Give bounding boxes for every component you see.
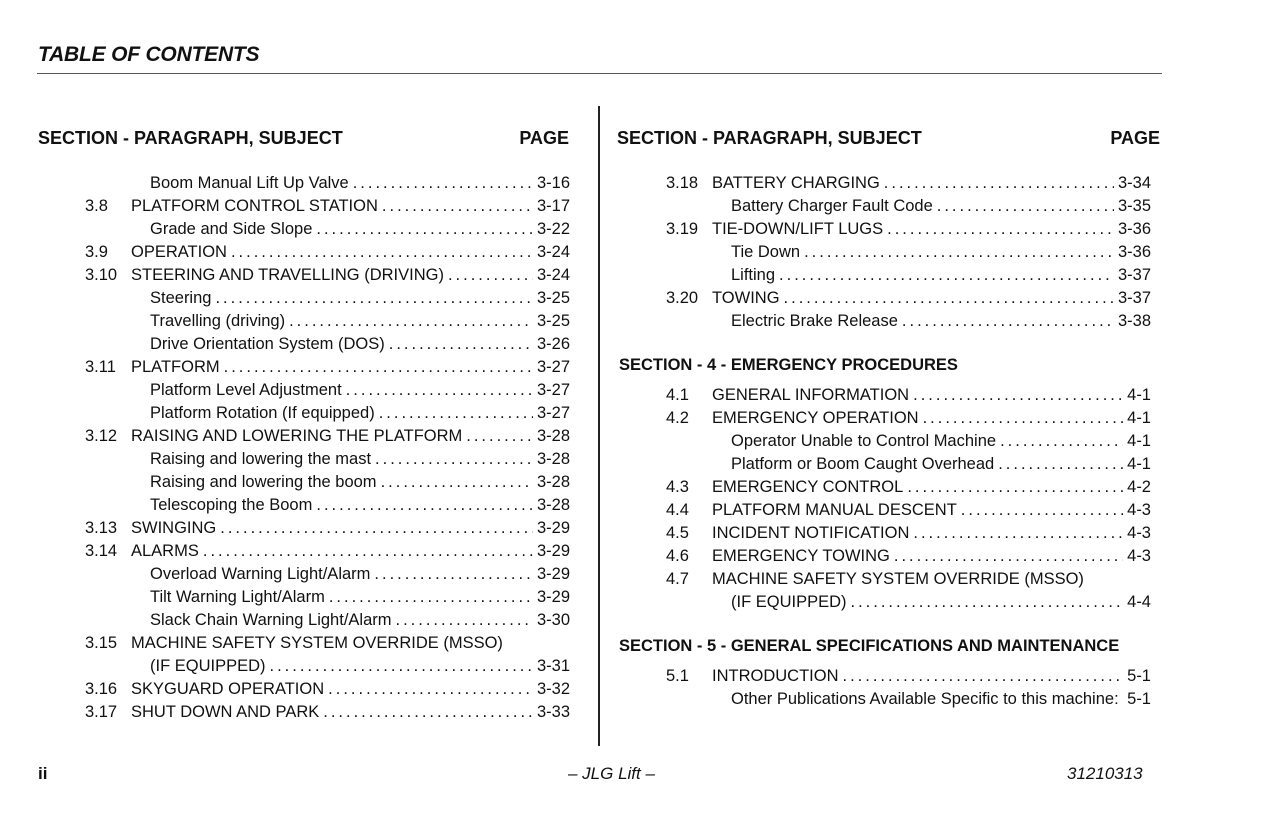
- toc-entry[interactable]: [85, 563, 570, 586]
- section-5-heading: SECTION - 5 - GENERAL SPECIFICATIONS AND MAINTENANCE: [619, 637, 1120, 655]
- left-toc-list: [85, 172, 570, 724]
- toc-entry-number: 4.4: [666, 501, 689, 519]
- dot-leader: [779, 264, 1114, 287]
- toc-entry-title: TIE-DOWN/LIFT LUGS: [712, 220, 884, 238]
- toc-entry[interactable]: [85, 448, 570, 471]
- toc-entry[interactable]: [85, 494, 570, 517]
- dot-leader: [203, 540, 533, 563]
- toc-entry-title: INCIDENT NOTIFICATION: [712, 524, 910, 542]
- toc-entry-title: PLATFORM: [131, 358, 220, 376]
- dot-leader: [466, 425, 533, 448]
- dot-leader: [270, 655, 533, 678]
- toc-entry[interactable]: [85, 540, 570, 563]
- toc-entry[interactable]: [85, 632, 570, 655]
- toc-entry-number: 3.8: [85, 197, 108, 215]
- toc-entry-page: 3-34: [1117, 174, 1151, 192]
- toc-entry-page: 3-37: [1117, 266, 1151, 284]
- toc-entry-title: SKYGUARD OPERATION: [131, 680, 325, 698]
- toc-entry-page: 3-37: [1117, 289, 1151, 307]
- toc-entry[interactable]: [85, 701, 570, 724]
- dot-leader: [998, 453, 1123, 476]
- toc-entry-number: 5.1: [666, 667, 689, 685]
- toc-entry-title: PLATFORM CONTROL STATION: [131, 197, 378, 215]
- dot-leader: [353, 172, 533, 195]
- toc-entry[interactable]: [666, 218, 1151, 241]
- toc-entry-page: 3-16: [536, 174, 570, 192]
- toc-entry-title: OPERATION: [131, 243, 227, 261]
- dot-leader: [323, 701, 533, 724]
- toc-entry[interactable]: [85, 586, 570, 609]
- dot-leader: [937, 195, 1114, 218]
- toc-entry-page: 3-17: [536, 197, 570, 215]
- toc-entry[interactable]: [666, 407, 1151, 430]
- toc-entry[interactable]: [666, 195, 1151, 218]
- section-4-toc-list: [666, 384, 1151, 614]
- toc-entry-page: 4-3: [1127, 547, 1151, 565]
- toc-entry[interactable]: [666, 310, 1151, 333]
- toc-entry[interactable]: [666, 499, 1151, 522]
- dot-leader: [220, 517, 533, 540]
- left-column-page-label: PAGE: [519, 128, 569, 148]
- toc-entry-title: Platform Level Adjustment: [150, 381, 342, 399]
- toc-entry[interactable]: [666, 591, 1151, 614]
- toc-entry[interactable]: [85, 195, 570, 218]
- dot-leader: [396, 609, 533, 632]
- toc-entry-title: Raising and lowering the mast: [150, 450, 372, 468]
- toc-entry[interactable]: [666, 241, 1151, 264]
- toc-entry-page: 4-2: [1127, 478, 1151, 496]
- dot-leader: [381, 471, 533, 494]
- dot-leader: [913, 384, 1123, 407]
- toc-entry[interactable]: [666, 264, 1151, 287]
- toc-entry-number: 3.11: [85, 358, 116, 376]
- toc-entry-number: 4.7: [666, 570, 689, 588]
- toc-entry[interactable]: [85, 402, 570, 425]
- toc-entry-title: ALARMS: [131, 542, 199, 560]
- toc-entry-title: SHUT DOWN AND PARK: [131, 703, 320, 721]
- toc-entry-title: Tilt Warning Light/Alarm: [150, 588, 325, 606]
- toc-entry-page: 3-25: [536, 289, 570, 307]
- title-rule: [37, 73, 1162, 74]
- toc-entry-page: 3-38: [1117, 312, 1151, 330]
- toc-entry-page: 4-1: [1127, 386, 1151, 404]
- toc-entry-title: Travelling (driving): [150, 312, 286, 330]
- toc-entry-page: 3-26: [536, 335, 570, 353]
- column-divider: [598, 106, 600, 746]
- toc-entry[interactable]: [666, 522, 1151, 545]
- toc-entry-number: 3.9: [85, 243, 108, 261]
- dot-leader: [346, 379, 533, 402]
- toc-entry[interactable]: [666, 568, 1151, 591]
- toc-entry-page: 3-32: [536, 680, 570, 698]
- toc-entry-number: 3.18: [666, 174, 699, 192]
- toc-entry-title: EMERGENCY CONTROL: [712, 478, 904, 496]
- toc-entry[interactable]: [85, 287, 570, 310]
- toc-entry-number: 3.12: [85, 427, 118, 445]
- toc-entry-title: Tie Down: [731, 243, 801, 261]
- dot-leader: [289, 310, 533, 333]
- toc-entry-page: 4-1: [1127, 409, 1151, 427]
- toc-entry-page: 3-29: [536, 565, 570, 583]
- dot-leader: [375, 448, 533, 471]
- toc-entry-page: 3-27: [536, 404, 570, 422]
- toc-entry-page: 3-31: [536, 657, 570, 675]
- dot-leader: [382, 195, 533, 218]
- toc-entry-number: 4.5: [666, 524, 689, 542]
- toc-entry-page: 3-28: [536, 473, 570, 491]
- toc-entry-number: 3.10: [85, 266, 118, 284]
- right-column-header: [617, 128, 1160, 149]
- left-column-header: [38, 128, 569, 149]
- dot-leader: [231, 241, 533, 264]
- section-5-toc-list: [666, 665, 1151, 711]
- right-toc-list: [666, 172, 1151, 333]
- footer-brand: – JLG Lift –: [568, 764, 655, 783]
- toc-entry-title: Platform or Boom Caught Overhead: [731, 455, 995, 473]
- toc-entry-number: 4.2: [666, 409, 689, 427]
- page-title: TABLE OF CONTENTS: [38, 43, 260, 66]
- toc-entry[interactable]: [666, 688, 1151, 711]
- toc-entry-title: EMERGENCY OPERATION: [712, 409, 919, 427]
- toc-entry-title: Lifting: [731, 266, 776, 284]
- dot-leader: [329, 586, 533, 609]
- dot-leader: [961, 499, 1123, 522]
- dot-leader: [215, 287, 533, 310]
- toc-entry-page: 4-3: [1127, 501, 1151, 519]
- toc-entry[interactable]: [85, 471, 570, 494]
- footer-doc-number: 31210313: [1067, 764, 1143, 783]
- toc-entry[interactable]: [666, 476, 1151, 499]
- dot-leader: [851, 591, 1124, 614]
- toc-entry-page: 3-28: [536, 496, 570, 514]
- toc-entry-number: 4.3: [666, 478, 689, 496]
- right-column-heading: SECTION - PARAGRAPH, SUBJECT: [617, 128, 922, 148]
- toc-entry-page: 3-27: [536, 358, 570, 376]
- toc-entry[interactable]: [85, 655, 570, 678]
- toc-entry-title: INTRODUCTION: [712, 667, 839, 685]
- toc-entry-page: 3-25: [536, 312, 570, 330]
- toc-entry-title: RAISING AND LOWERING THE PLATFORM: [131, 427, 463, 445]
- toc-entry[interactable]: [666, 384, 1151, 407]
- toc-entry-page: 5-1: [1127, 690, 1151, 708]
- toc-entry-title: Boom Manual Lift Up Valve: [150, 174, 349, 192]
- toc-entry-page: 3-24: [536, 243, 570, 261]
- toc-entry-number: 4.6: [666, 547, 689, 565]
- toc-entry-title: Electric Brake Release: [731, 312, 898, 330]
- dot-leader: [316, 494, 533, 517]
- toc-entry-page: 3-28: [536, 427, 570, 445]
- toc-entry-title: MACHINE SAFETY SYSTEM OVERRIDE (MSSO): [131, 634, 503, 652]
- dot-leader: [902, 310, 1114, 333]
- toc-entry[interactable]: [85, 241, 570, 264]
- toc-entry[interactable]: [85, 333, 570, 356]
- toc-entry-page: 3-28: [536, 450, 570, 468]
- dot-leader: [379, 402, 533, 425]
- dot-leader: [804, 241, 1114, 264]
- toc-entry-title: TOWING: [712, 289, 780, 307]
- toc-entry-page: 3-35: [1117, 197, 1151, 215]
- toc-entry-title: Telescoping the Boom: [150, 496, 313, 514]
- toc-entry-page: 5-1: [1127, 667, 1151, 685]
- dot-leader: [316, 218, 533, 241]
- toc-entry-number: 3.13: [85, 519, 118, 537]
- toc-entry[interactable]: [85, 425, 570, 448]
- toc-entry[interactable]: [85, 218, 570, 241]
- toc-entry-title: Other Publications Available Specific to this machine:: [731, 690, 1119, 708]
- toc-entry-page: 4-1: [1127, 432, 1151, 450]
- toc-entry[interactable]: [666, 172, 1151, 195]
- toc-entry[interactable]: [85, 172, 570, 195]
- toc-entry[interactable]: [666, 287, 1151, 310]
- toc-entry-title: BATTERY CHARGING: [712, 174, 880, 192]
- toc-entry-title: Platform Rotation (If equipped): [150, 404, 375, 422]
- toc-entry-title: Grade and Side Slope: [150, 220, 313, 238]
- toc-entry[interactable]: [85, 517, 570, 540]
- toc-entry-page: 4-1: [1127, 455, 1151, 473]
- toc-entry-page: 3-36: [1117, 220, 1151, 238]
- toc-entry[interactable]: [666, 545, 1151, 568]
- toc-entry-page: 3-27: [536, 381, 570, 399]
- toc-entry-title: EMERGENCY TOWING: [712, 547, 890, 565]
- toc-entry-number: 3.14: [85, 542, 118, 560]
- toc-entry-page: 4-4: [1127, 593, 1151, 611]
- dot-leader: [884, 172, 1114, 195]
- toc-entry-page: 3-29: [536, 542, 570, 560]
- dot-leader: [448, 264, 533, 287]
- toc-entry-number: 3.17: [85, 703, 118, 721]
- dot-leader: [843, 665, 1124, 688]
- toc-entry-page: 4-3: [1127, 524, 1151, 542]
- dot-leader: [374, 563, 533, 586]
- toc-entry-page: 3-29: [536, 519, 570, 537]
- dot-leader: [784, 287, 1114, 310]
- toc-entry-title: STEERING AND TRAVELLING (DRIVING): [131, 266, 444, 284]
- toc-entry[interactable]: [85, 379, 570, 402]
- toc-entry-number: 3.16: [85, 680, 118, 698]
- dot-leader: [1000, 430, 1123, 453]
- toc-entry-number: 3.20: [666, 289, 699, 307]
- toc-entry[interactable]: [85, 609, 570, 632]
- toc-entry[interactable]: [85, 264, 570, 287]
- toc-entry-title: PLATFORM MANUAL DESCENT: [712, 501, 957, 519]
- toc-entry-title: Overload Warning Light/Alarm: [150, 565, 371, 583]
- toc-entry-page: 3-29: [536, 588, 570, 606]
- dot-leader: [328, 678, 533, 701]
- toc-entry-number: 4.1: [666, 386, 689, 404]
- toc-entry-title: GENERAL INFORMATION: [712, 386, 910, 404]
- toc-entry-title: Drive Orientation System (DOS): [150, 335, 385, 353]
- toc-entry[interactable]: [85, 310, 570, 333]
- dot-leader: [894, 545, 1123, 568]
- toc-entry-title: Operator Unable to Control Machine: [731, 432, 997, 450]
- dot-leader: [923, 407, 1124, 430]
- toc-entry[interactable]: [85, 356, 570, 379]
- toc-entry-title: MACHINE SAFETY SYSTEM OVERRIDE (MSSO): [712, 570, 1084, 588]
- dot-leader: [224, 356, 533, 379]
- toc-entry-page: 3-30: [536, 611, 570, 629]
- toc-entry-title: SWINGING: [131, 519, 217, 537]
- toc-entry[interactable]: [666, 430, 1151, 453]
- toc-entry-number: 3.15: [85, 634, 118, 652]
- toc-entry-number: 3.19: [666, 220, 699, 238]
- dot-leader: [887, 218, 1114, 241]
- toc-entry-title: (IF EQUIPPED): [150, 657, 266, 675]
- toc-entry[interactable]: [666, 453, 1151, 476]
- toc-entry-title: Raising and lowering the boom: [150, 473, 377, 491]
- toc-entry-title: Battery Charger Fault Code: [731, 197, 933, 215]
- dot-leader: [907, 476, 1123, 499]
- dot-leader: [913, 522, 1123, 545]
- toc-entry-page: 3-22: [536, 220, 570, 238]
- toc-entry[interactable]: [85, 678, 570, 701]
- section-4-heading: SECTION - 4 - EMERGENCY PROCEDURES: [619, 356, 958, 374]
- left-column-heading: SECTION - PARAGRAPH, SUBJECT: [38, 128, 343, 148]
- right-column-page-label: PAGE: [1110, 128, 1160, 148]
- toc-entry-page: 3-33: [536, 703, 570, 721]
- footer-page-number: ii: [38, 764, 48, 783]
- toc-entry-title: (IF EQUIPPED): [731, 593, 847, 611]
- toc-entry-page: 3-24: [536, 266, 570, 284]
- toc-entry-page: 3-36: [1117, 243, 1151, 261]
- toc-entry[interactable]: [666, 665, 1151, 688]
- dot-leader: [389, 333, 533, 356]
- toc-entry-title: Slack Chain Warning Light/Alarm: [150, 611, 392, 629]
- toc-entry-title: Steering: [150, 289, 212, 307]
